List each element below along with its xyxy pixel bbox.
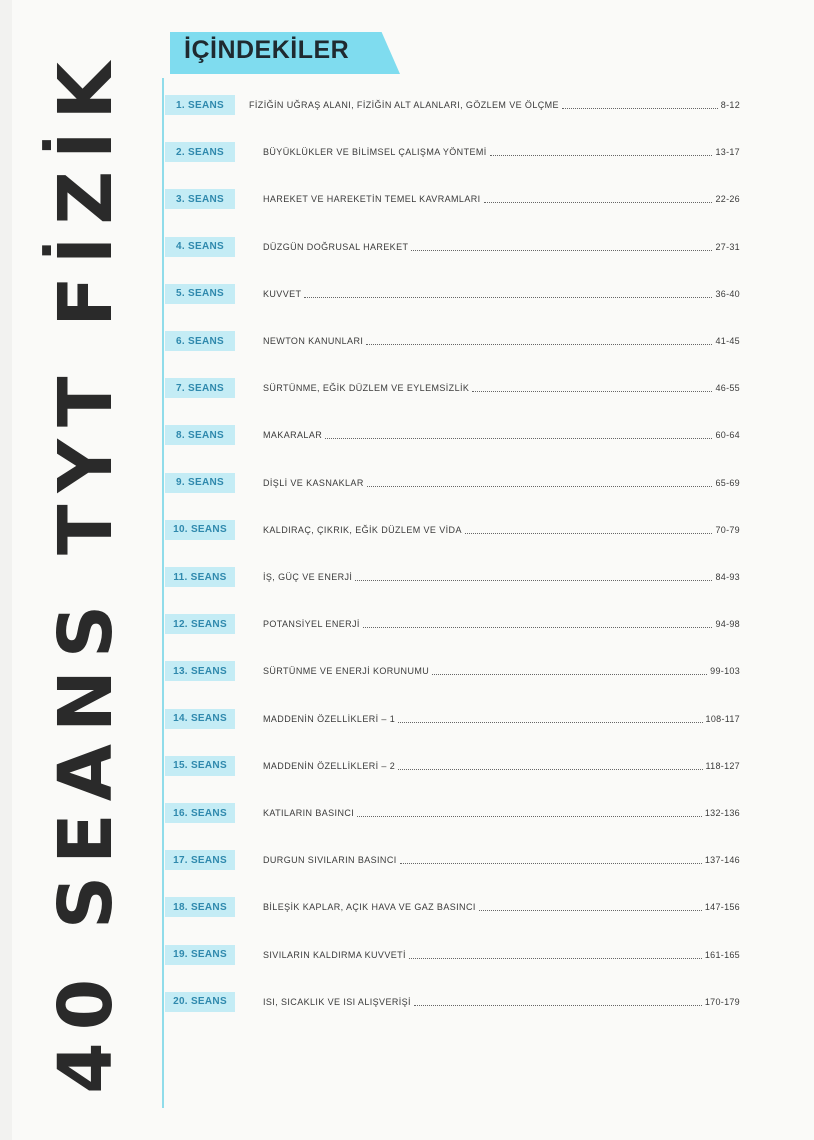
toc-title: FİZİĞİN UĞRAŞ ALANI, FİZİĞİN ALT ALANLARI, GÖZLEM VE ÖLÇME bbox=[249, 100, 559, 110]
session-badge: 16. SEANS bbox=[165, 803, 235, 823]
session-badge: 15. SEANS bbox=[165, 756, 235, 776]
toc-row[interactable] bbox=[165, 188, 740, 210]
dot-leader bbox=[398, 721, 702, 723]
toc-title: DURGUN SIVILARIN BASINCI bbox=[263, 855, 397, 866]
toc-title: ISI, SICAKLIK VE ISI ALIŞVERİŞİ bbox=[263, 996, 411, 1007]
toc-row[interactable] bbox=[165, 283, 740, 305]
page-range: 13-17 bbox=[715, 147, 740, 158]
session-badge: 9. SEANS bbox=[165, 473, 235, 493]
session-badge: 4. SEANS bbox=[165, 237, 235, 257]
toc-title: DÜZGÜN DOĞRUSAL HAREKET bbox=[263, 241, 409, 252]
toc-row[interactable] bbox=[165, 236, 740, 258]
page-range: 41-45 bbox=[715, 336, 740, 346]
session-badge: 2. SEANS bbox=[165, 142, 235, 162]
toc-title: KUVVET bbox=[263, 288, 302, 299]
page-range: 147-156 bbox=[704, 902, 740, 913]
toc-title: İŞ, GÜÇ VE ENERJİ bbox=[263, 572, 353, 582]
session-badge: 17. SEANS bbox=[165, 850, 235, 870]
page-range: 161-165 bbox=[704, 949, 740, 960]
session-badge: 7. SEANS bbox=[165, 378, 235, 398]
toc-row[interactable] bbox=[165, 424, 740, 446]
toc-title: KALDIRAÇ, ÇIKRIK, EĞİK DÜZLEM VE VİDA bbox=[263, 524, 462, 535]
session-badge: 20. SEANS bbox=[165, 992, 235, 1012]
page-title: İÇİNDEKİLER bbox=[184, 36, 350, 64]
toc-row[interactable] bbox=[165, 519, 740, 541]
page-range: 118-127 bbox=[705, 760, 740, 771]
dot-leader bbox=[363, 626, 713, 628]
toc-title: BÜYÜKLÜKLER VE BİLİMSEL ÇALIŞMA YÖNTEMİ bbox=[263, 147, 487, 158]
session-badge: 14. SEANS bbox=[165, 709, 235, 729]
page-range: 137-146 bbox=[704, 855, 740, 866]
dot-leader bbox=[479, 909, 702, 911]
page-range: 36-40 bbox=[715, 288, 740, 299]
toc-title: NEWTON KANUNLARI bbox=[263, 336, 364, 346]
page-range: 84-93 bbox=[715, 572, 740, 582]
dot-leader bbox=[357, 815, 702, 817]
session-badge: 6. SEANS bbox=[165, 331, 235, 351]
book-page bbox=[12, 0, 814, 1140]
toc-title: BİLEŞİK KAPLAR, AÇIK HAVA VE GAZ BASINCI bbox=[263, 902, 476, 913]
toc-row[interactable] bbox=[165, 472, 740, 494]
toc-row[interactable] bbox=[165, 802, 740, 824]
toc-title: KATILARIN BASINCI bbox=[263, 808, 355, 818]
toc-row[interactable] bbox=[165, 849, 740, 871]
toc-title: SÜRTÜNME, EĞİK DÜZLEM VE EYLEMSİZLİK bbox=[263, 383, 470, 394]
toc-row[interactable] bbox=[165, 944, 740, 966]
toc-row[interactable] bbox=[165, 896, 740, 918]
session-badge: 11. SEANS bbox=[165, 567, 235, 587]
toc-row[interactable] bbox=[165, 94, 740, 116]
toc-row[interactable] bbox=[165, 613, 740, 635]
session-badge: 1. SEANS bbox=[165, 95, 235, 115]
page-range: 170-179 bbox=[704, 996, 740, 1007]
page-range: 22-26 bbox=[715, 194, 740, 205]
dot-leader bbox=[366, 343, 712, 345]
page-range: 70-79 bbox=[715, 524, 740, 535]
session-badge: 12. SEANS bbox=[165, 614, 235, 634]
toc-row[interactable] bbox=[165, 991, 740, 1013]
toc-row[interactable] bbox=[165, 141, 740, 163]
dot-leader bbox=[472, 390, 712, 392]
page-range: 132-136 bbox=[704, 808, 740, 818]
dot-leader bbox=[409, 957, 702, 959]
toc-title: SÜRTÜNME VE ENERJİ KORUNUMU bbox=[263, 666, 430, 677]
dot-leader bbox=[398, 768, 702, 770]
toc-title: DİŞLİ VE KASNAKLAR bbox=[263, 477, 364, 488]
page-range: 65-69 bbox=[715, 477, 740, 488]
dot-leader bbox=[490, 154, 713, 156]
toc-row[interactable] bbox=[165, 755, 740, 777]
page-range: 108-117 bbox=[705, 713, 740, 724]
vertical-rule bbox=[162, 78, 164, 1108]
toc-title: MAKARALAR bbox=[263, 430, 323, 441]
toc-row[interactable] bbox=[165, 660, 740, 682]
page-range: 94-98 bbox=[715, 619, 740, 630]
session-badge: 3. SEANS bbox=[165, 189, 235, 209]
dot-leader bbox=[562, 107, 718, 109]
page-range: 46-55 bbox=[715, 383, 740, 394]
toc-row[interactable] bbox=[165, 330, 740, 352]
dot-leader bbox=[411, 249, 712, 251]
dot-leader bbox=[367, 485, 713, 487]
toc-title: MADDENİN ÖZELLİKLERİ – 1 bbox=[263, 713, 396, 724]
dot-leader bbox=[484, 201, 713, 203]
page-range: 60-64 bbox=[715, 430, 740, 441]
dot-leader bbox=[432, 673, 707, 675]
session-badge: 13. SEANS bbox=[165, 661, 235, 681]
page-range: 8-12 bbox=[720, 100, 740, 110]
page-range: 99-103 bbox=[710, 666, 740, 677]
toc-row[interactable] bbox=[165, 566, 740, 588]
dot-leader bbox=[400, 862, 702, 864]
dot-leader bbox=[304, 296, 712, 298]
dot-leader bbox=[355, 579, 712, 581]
toc-title: HAREKET VE HAREKETİN TEMEL KAVRAMLARI bbox=[263, 194, 481, 205]
session-badge: 18. SEANS bbox=[165, 897, 235, 917]
toc-row[interactable] bbox=[165, 708, 740, 730]
session-badge: 5. SEANS bbox=[165, 284, 235, 304]
session-badge: 19. SEANS bbox=[165, 945, 235, 965]
session-badge: 8. SEANS bbox=[165, 425, 235, 445]
dot-leader bbox=[325, 437, 712, 439]
dot-leader bbox=[465, 532, 713, 534]
toc-title: SIVILARIN KALDIRMA KUVVETİ bbox=[263, 949, 406, 960]
toc-title: POTANSİYEL ENERJİ bbox=[263, 619, 360, 630]
toc-title: MADDENİN ÖZELLİKLERİ – 2 bbox=[263, 760, 396, 771]
session-badge: 10. SEANS bbox=[165, 520, 235, 540]
page-range: 27-31 bbox=[715, 241, 740, 252]
toc-row[interactable] bbox=[165, 377, 740, 399]
book-spine-title: 40 SEANS TYT FİZİK bbox=[43, 50, 129, 1094]
dot-leader bbox=[414, 1004, 702, 1006]
